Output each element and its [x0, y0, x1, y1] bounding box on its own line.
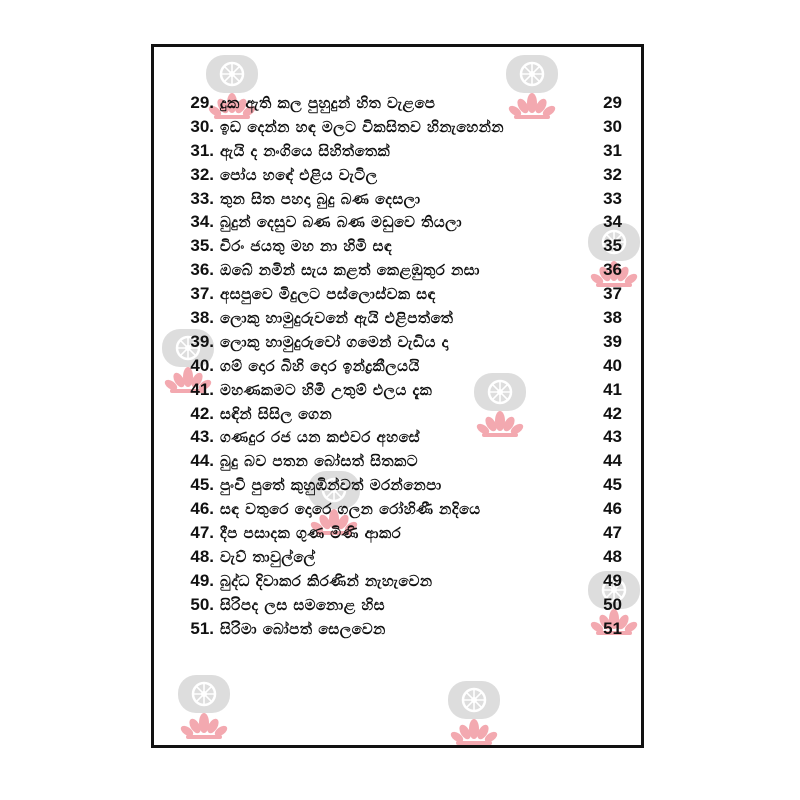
toc-entry — [174, 402, 622, 426]
toc-entry-page: 47 — [603, 523, 622, 543]
toc-entry-page: 33 — [603, 188, 622, 208]
toc-entry-title: ගම් දොර බිහි දොර ඉන්ද්‍රකීලයයි — [220, 356, 420, 375]
toc-entry-number: 42. — [190, 403, 214, 423]
toc-entry — [174, 91, 622, 115]
toc-entry-title: ඉඩ දෙන්න හඳ මලට විකසිතව හිනැහෙන්න — [220, 117, 505, 136]
toc-entry-page: 40 — [603, 355, 622, 375]
toc-entry — [174, 187, 622, 211]
toc-entry-page: 44 — [603, 451, 622, 471]
toc-entry-title: සඳ වතුරෙ දොරෙ ගලන රෝහිණී නදියෙ — [220, 500, 481, 519]
toc-entry-number: 29. — [190, 93, 214, 112]
toc-entry — [174, 593, 622, 617]
toc-entry — [174, 521, 622, 545]
toc-entry-title: මහණකමට හිමි උතුම් එලය දැක — [220, 380, 433, 399]
toc-entry-title: සඳින් සිසිල ගෙන — [220, 404, 333, 423]
toc-entry-number: 48. — [190, 546, 214, 566]
toc-entry-page: 37 — [603, 284, 622, 304]
toc-entry-number: 49. — [190, 570, 214, 590]
toc-entry-title: වැව් තාවුල්ලේ — [220, 547, 316, 566]
toc-entry-title: ලොකු හාමුදුරුවනේ ඇයි එළිපත්තේ — [220, 309, 454, 328]
toc-entry-number: 36. — [190, 260, 214, 280]
toc-entry-page: 45 — [603, 475, 622, 495]
toc-entry-page: 32 — [603, 164, 622, 184]
toc-entry-page: 31 — [603, 140, 622, 160]
toc-entry — [174, 282, 622, 306]
toc-entry — [174, 378, 622, 402]
toc-entry-page: 46 — [603, 499, 622, 519]
toc-entry-number: 38. — [190, 308, 214, 328]
toc-entry-title: අසපුවෙ මිදුලට පස්ලොස්වක සඳ — [220, 285, 436, 304]
toc-entry-title: ඔබේ නමින් සැය කළත් කෙළඹුතුර නසා — [220, 261, 480, 280]
toc-entry-page: 34 — [603, 212, 622, 232]
toc-entry-page: 38 — [603, 308, 622, 328]
toc-entry-title: බුද්ධ දිවාකර කිරණින් නැහැවෙන — [220, 571, 433, 590]
toc-entry-title: ඇයි ද නංගියෙ සිහිත්තෙක් — [220, 141, 391, 160]
toc-entry-number: 45. — [190, 475, 214, 495]
toc-entry-number: 41. — [190, 379, 214, 399]
toc-entry-number: 33. — [190, 188, 214, 208]
table-of-contents — [174, 91, 622, 640]
toc-entry-page: 36 — [603, 260, 622, 280]
toc-entry-title: සිරිපද ලස සමනොළ හිස — [220, 595, 385, 614]
toc-entry — [174, 306, 622, 330]
toc-entry-number: 46. — [190, 499, 214, 519]
toc-entry-page: 39 — [603, 331, 622, 351]
toc-entry-page: 51 — [603, 618, 622, 638]
toc-entry — [174, 330, 622, 354]
toc-entry-page: 41 — [603, 379, 622, 399]
toc-entry — [174, 425, 622, 449]
toc-entry-page: 50 — [603, 594, 622, 614]
toc-entry — [174, 115, 622, 139]
toc-entry-number: 30. — [190, 116, 214, 136]
toc-entry — [174, 617, 622, 641]
toc-entry-number: 44. — [190, 451, 214, 471]
toc-entry-title: පුංචි පුතේ කුහුඹින්වත් මරන්නෙපා — [220, 476, 442, 495]
toc-entry-number: 31. — [190, 140, 214, 160]
toc-entry-title: ගණදුර රජ යන කළුවර අහසේ — [220, 428, 421, 447]
toc-entry-title: දීප පසාදක ගුණ මිණි ආකර — [220, 524, 402, 543]
toc-entry-number: 34. — [190, 212, 214, 232]
toc-entry-title: ලොකු හාමුදුරුවෝ ගමෙන් වැඩිය දා — [220, 332, 449, 351]
toc-entry-title: දුක ඇති කල පුහුදුන් හිත වැළපෙ — [220, 94, 436, 112]
toc-entry-number: 32. — [190, 164, 214, 184]
toc-entry — [174, 545, 622, 569]
toc-entry — [174, 497, 622, 521]
watermark-icon — [174, 671, 234, 743]
toc-entry-number: 37. — [190, 284, 214, 304]
toc-entry — [174, 139, 622, 163]
toc-entry — [174, 210, 622, 234]
toc-entry-number: 51. — [190, 618, 214, 638]
toc-entry — [174, 234, 622, 258]
toc-entry-page: 49 — [603, 570, 622, 590]
toc-entry-title: සිරිමා බෝපත් සෙලවෙන — [220, 619, 386, 638]
toc-entry-title: බුදුන් දෙසුව බණ බණ මඩුවෙ තියලා — [220, 213, 463, 232]
toc-entry — [174, 354, 622, 378]
toc-entry-number: 40. — [190, 355, 214, 375]
toc-entry-title: පෝය හඳේ එළිය වැටිල — [220, 165, 378, 184]
toc-entry-number: 43. — [190, 427, 214, 447]
toc-entry-number: 39. — [190, 331, 214, 351]
book-page — [151, 44, 644, 748]
toc-entry-number: 50. — [190, 594, 214, 614]
toc-entry-number: 35. — [190, 236, 214, 256]
toc-entry-number: 47. — [190, 523, 214, 543]
watermark-icon — [444, 677, 504, 748]
toc-entry-page: 30 — [603, 116, 622, 136]
toc-entry — [174, 569, 622, 593]
toc-entry-page: 35 — [603, 236, 622, 256]
toc-entry-title: චිරං ජයතු මහ නා හිමි සඳ — [220, 237, 393, 256]
toc-entry-page: 29 — [603, 93, 622, 112]
toc-entry-title: තුන සිත පහදා බුදු බණ දෙසලා — [220, 189, 421, 208]
toc-entry-page: 43 — [603, 427, 622, 447]
toc-entry — [174, 473, 622, 497]
toc-entry-title: බුදු බව පතන බෝසත් සිතකට — [220, 452, 419, 471]
toc-entry-page: 42 — [603, 403, 622, 423]
toc-entry — [174, 258, 622, 282]
toc-entry — [174, 163, 622, 187]
toc-entry — [174, 449, 622, 473]
toc-entry-page: 48 — [603, 546, 622, 566]
